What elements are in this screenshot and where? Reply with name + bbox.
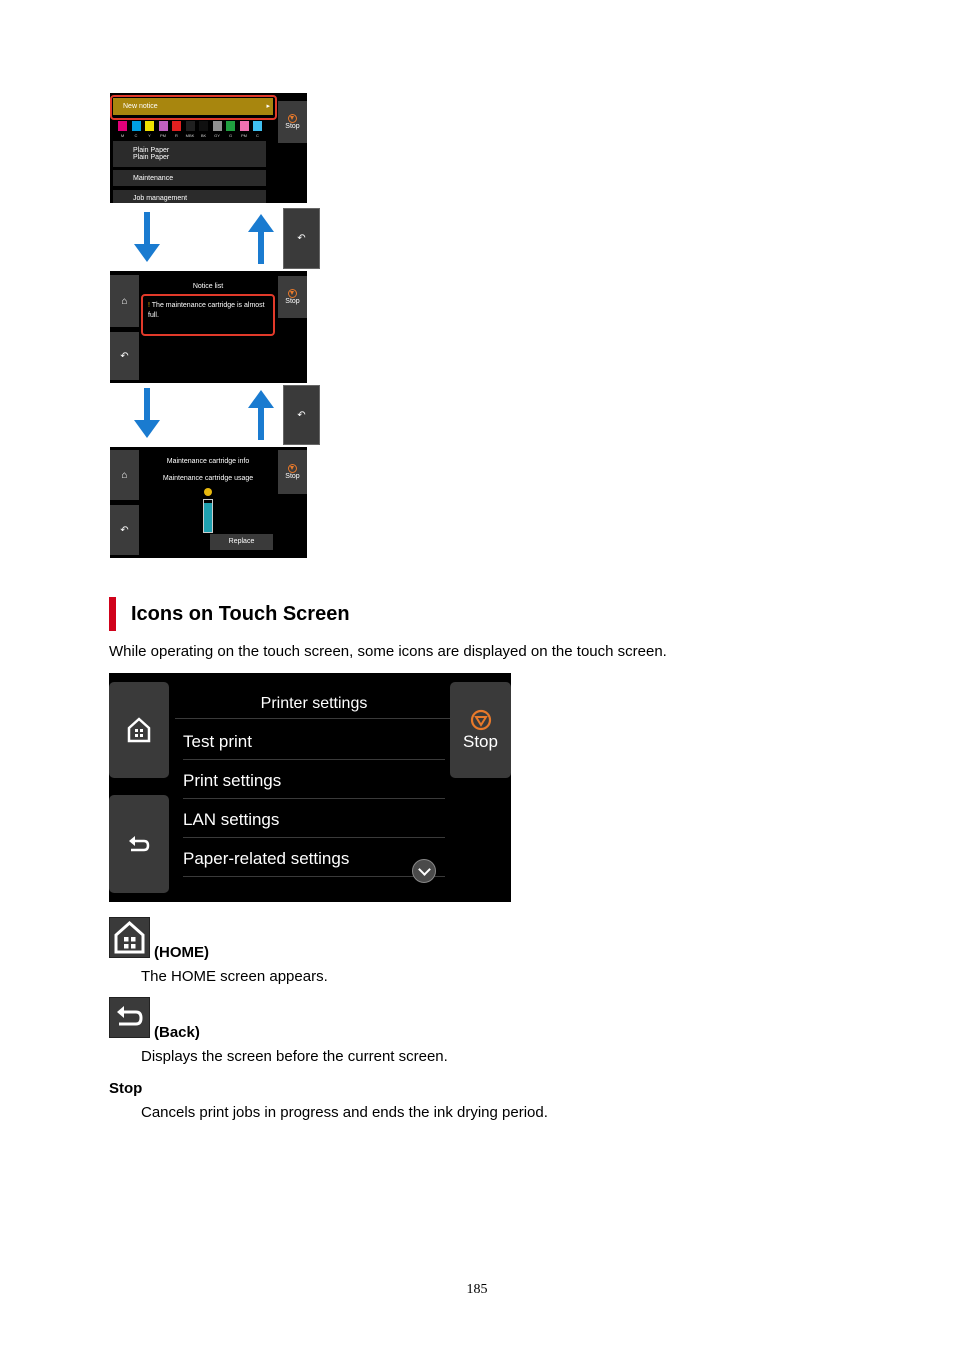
maintenance-label: Maintenance <box>133 174 174 182</box>
back-icon <box>127 834 151 854</box>
home-button[interactable] <box>109 682 169 778</box>
ink-label: M <box>120 133 125 138</box>
maintenance-info-title: Maintenance cartridge info <box>166 458 250 465</box>
usage-gauge <box>203 499 213 533</box>
back-icon <box>110 998 149 1037</box>
menu-item-paper-related-settings[interactable] <box>183 839 445 877</box>
scroll-down-chevron-icon[interactable] <box>412 859 436 883</box>
arrow-up-icon <box>258 228 264 264</box>
stop-icon <box>288 464 297 473</box>
home-button[interactable]: ⌂ <box>110 450 139 500</box>
stop-button[interactable] <box>450 682 511 778</box>
ink-swatch <box>118 121 127 131</box>
stop-icon <box>288 114 297 123</box>
usage-warning-icon <box>204 488 212 496</box>
maintenance-usage-label: Maintenance cartridge usage <box>162 475 254 482</box>
highlight-notice-message <box>141 294 275 336</box>
home-icon <box>110 918 149 957</box>
ink-swatch <box>213 121 222 131</box>
stop-description: Cancels print jobs in progress and ends the ink drying period. <box>141 1104 548 1121</box>
job-management-label: Job management <box>133 194 188 202</box>
home-icon-sample <box>109 917 150 958</box>
ink-swatch <box>199 121 208 131</box>
paper-row[interactable] <box>113 141 266 167</box>
ink-label: C <box>256 133 259 138</box>
paper-2-label: Plain Paper <box>133 154 170 161</box>
ink-label: PM <box>160 133 166 138</box>
back-term: (Back) <box>154 1024 200 1041</box>
section-intro: While operating on the touch screen, some icons are displayed on the touch screen. <box>109 643 667 660</box>
stop-label: Stop <box>463 731 498 751</box>
stop-button[interactable] <box>278 276 307 318</box>
menu-item-label: Test print <box>183 732 252 751</box>
stop-button[interactable] <box>278 101 307 143</box>
ink-swatch <box>186 121 195 131</box>
notice-arrow-icon: ▸ <box>266 103 270 110</box>
notice-list-title: Notice list <box>192 283 224 290</box>
stop-term: Stop <box>109 1080 143 1097</box>
new-notice-label: New notice <box>123 103 158 110</box>
maintenance-row[interactable] <box>113 170 266 186</box>
stop-icon <box>470 709 492 731</box>
ink-label: C <box>134 133 138 138</box>
stop-label: Stop <box>285 473 300 480</box>
menu-item-label: Print settings <box>183 771 282 790</box>
arrow-down-icon <box>144 212 150 248</box>
ink-swatch <box>240 121 249 131</box>
page-number: 185 <box>466 1282 488 1297</box>
menu-item-lan-settings[interactable] <box>183 800 445 838</box>
home-term: (HOME) <box>154 944 209 961</box>
ink-swatch <box>172 121 181 131</box>
home-icon <box>127 717 151 743</box>
ink-label: G <box>228 133 233 138</box>
ink-label: R <box>175 133 178 138</box>
back-button[interactable] <box>109 795 169 893</box>
stop-button[interactable] <box>278 450 307 494</box>
stop-label: Stop <box>285 123 300 130</box>
back-icon: ↶ <box>283 208 320 269</box>
ink-swatch <box>159 121 168 131</box>
home-description: The HOME screen appears. <box>141 968 328 985</box>
menu-item-print-settings[interactable] <box>183 761 445 799</box>
highlight-new-notice <box>110 95 277 120</box>
job-management-row[interactable] <box>113 190 266 203</box>
ink-label: BK <box>200 133 207 138</box>
screen-title: Printer settings <box>175 685 453 719</box>
ink-label: Y <box>148 133 151 138</box>
ink-swatch <box>226 121 235 131</box>
back-icon-sample <box>109 997 150 1038</box>
back-icon: ↶ <box>283 385 320 445</box>
replace-label: Replace <box>228 538 255 545</box>
section-heading: Icons on Touch Screen <box>109 597 350 631</box>
ink-label: MBK <box>185 133 195 138</box>
paper-1-label: Plain Paper <box>133 147 170 154</box>
menu-item-test-print[interactable] <box>183 722 445 760</box>
back-description: Displays the screen before the current screen. <box>141 1048 448 1065</box>
ink-swatch <box>132 121 141 131</box>
replace-button[interactable] <box>210 534 273 550</box>
screen-maintenance-cartridge-info <box>110 447 307 558</box>
ink-label: PM <box>241 133 247 138</box>
menu-item-label: Paper-related settings <box>183 849 350 868</box>
stop-label: Stop <box>285 298 300 305</box>
back-button[interactable]: ↶ <box>110 505 139 555</box>
arrow-up-icon <box>258 404 264 440</box>
ink-swatch <box>145 121 154 131</box>
ink-label: GY <box>214 133 220 138</box>
notice-message-text: The maintenance cartridge is almost full. <box>148 302 265 319</box>
stop-icon <box>288 289 297 298</box>
home-button[interactable]: ⌂ <box>110 275 139 327</box>
usage-gauge-fill <box>204 503 212 532</box>
back-button[interactable]: ↶ <box>110 332 139 380</box>
ink-swatch <box>253 121 262 131</box>
arrow-down-icon <box>144 388 150 424</box>
warning-icon: ! <box>148 302 150 309</box>
printer-settings-screen <box>109 673 511 902</box>
menu-item-label: LAN settings <box>183 810 280 829</box>
